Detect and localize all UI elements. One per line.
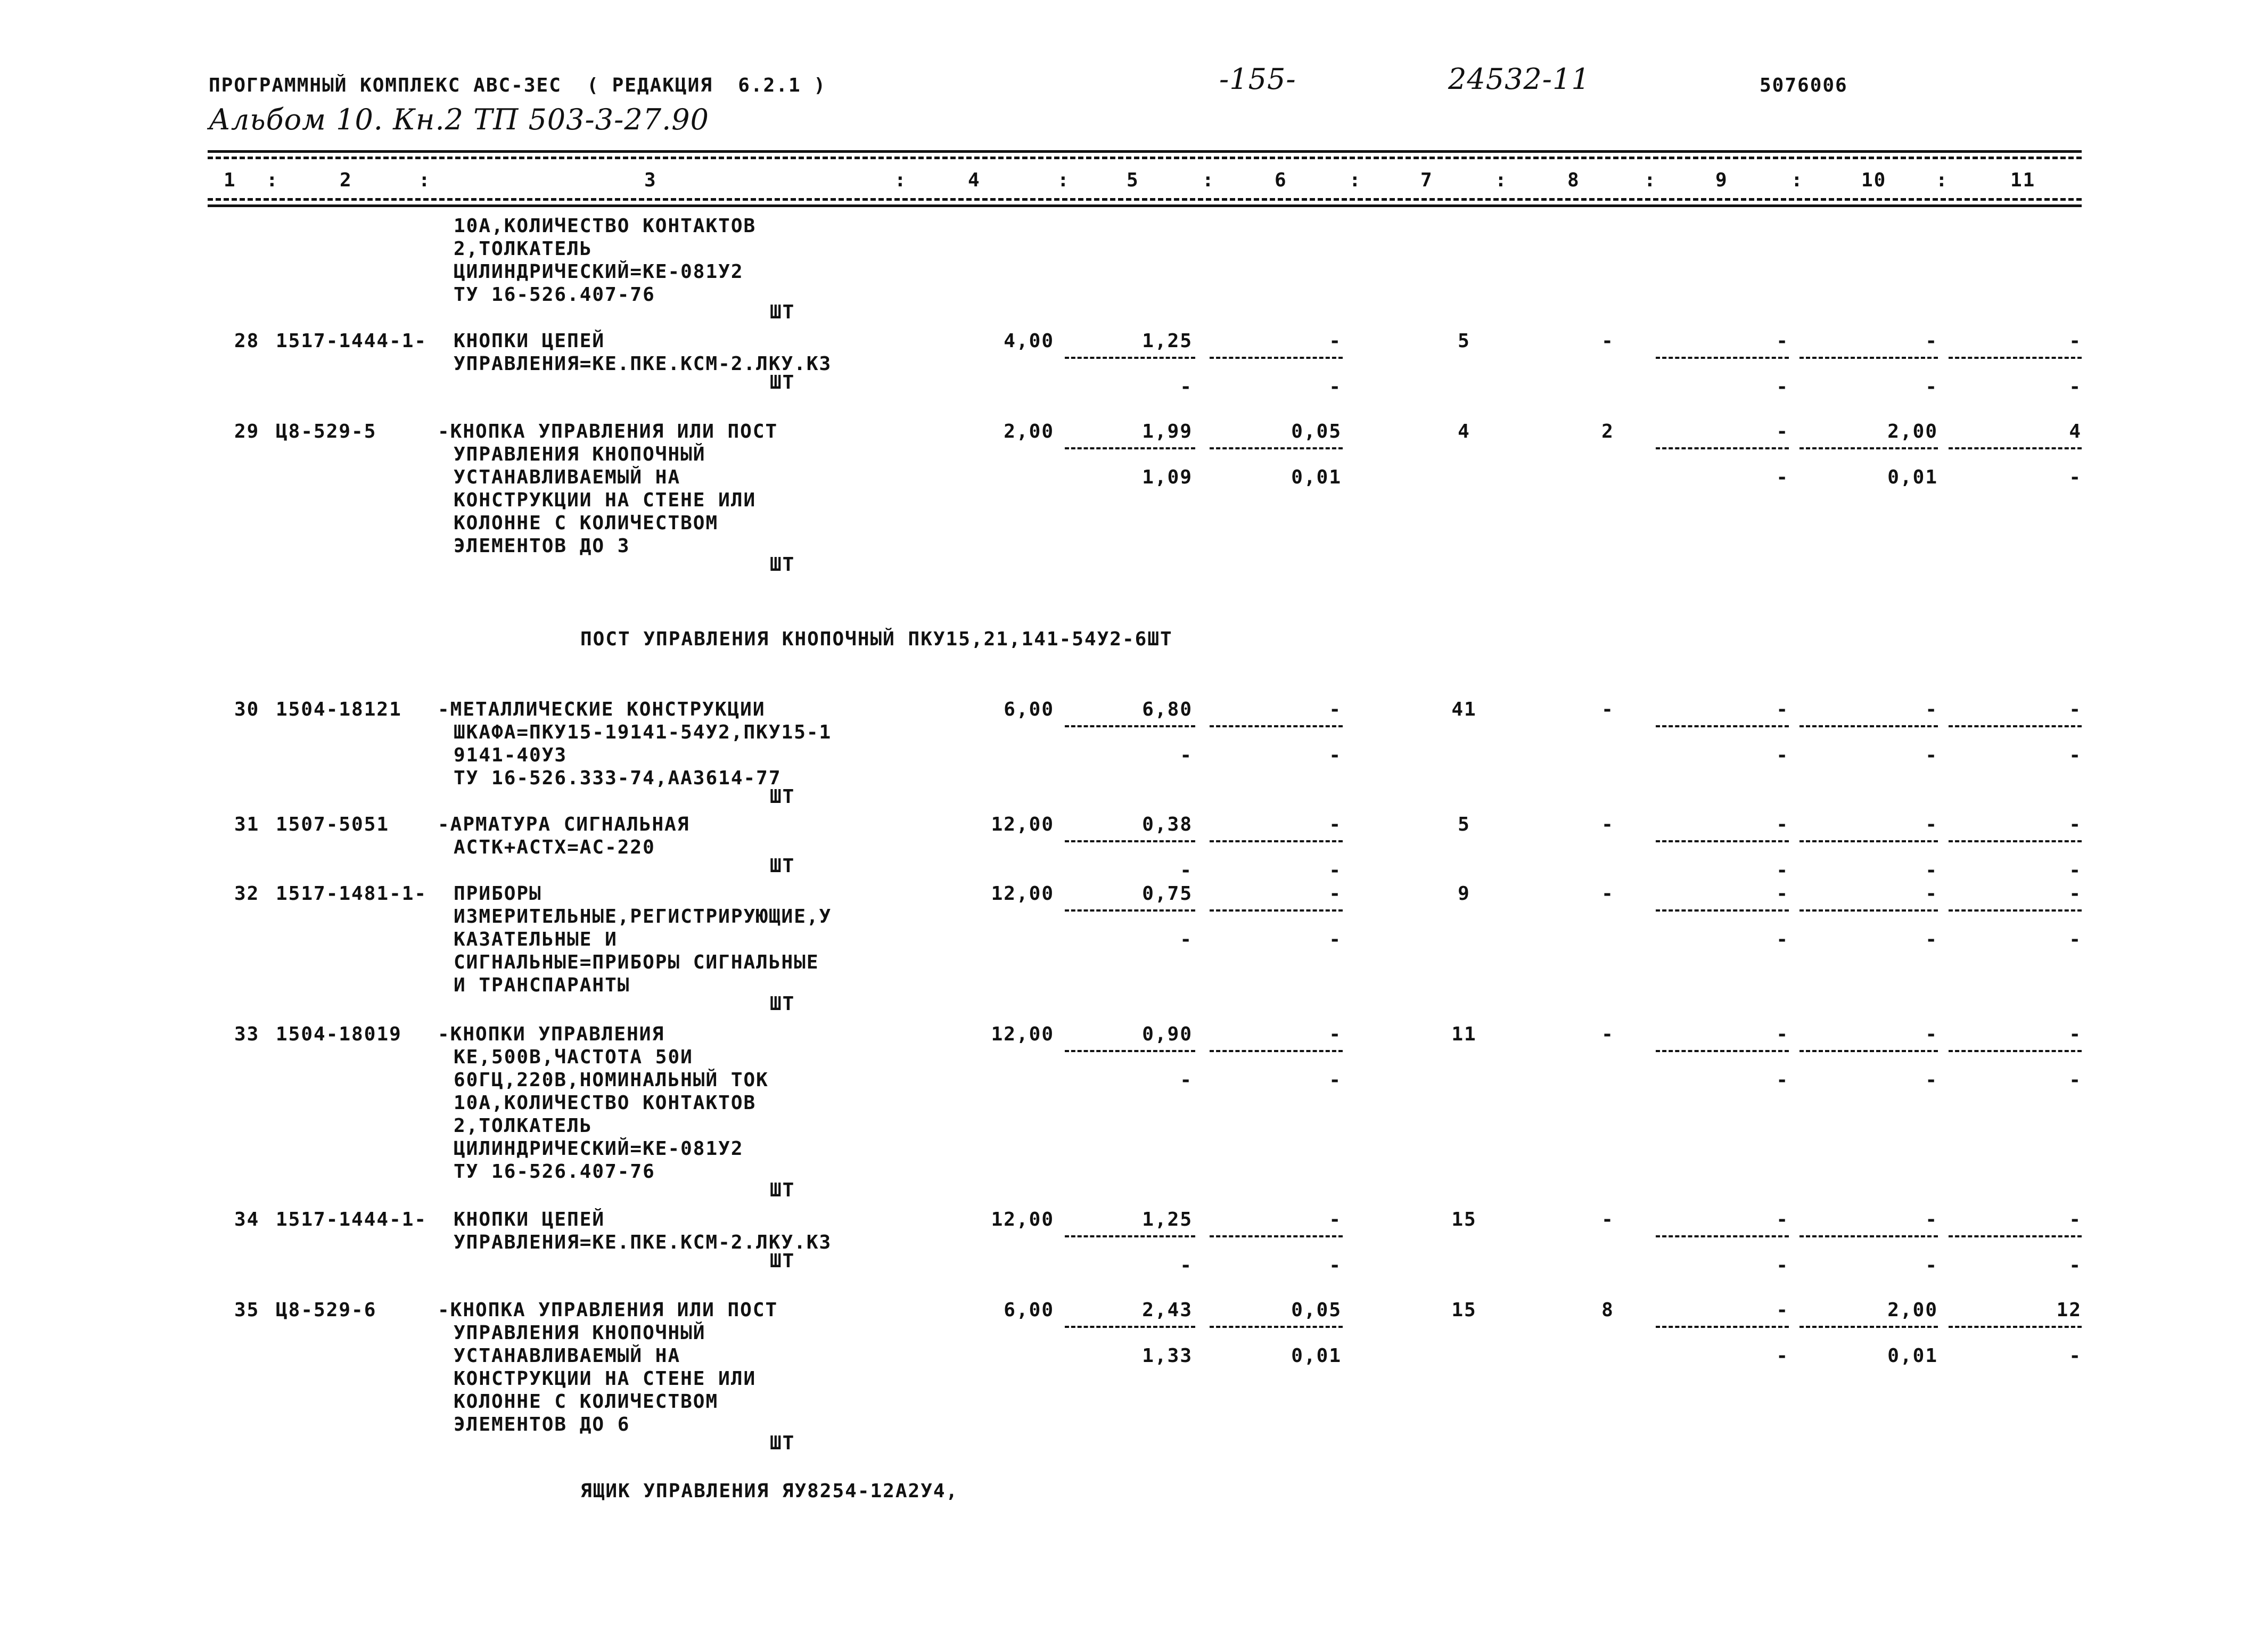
row-code: 1517-1444-1- <box>276 1209 428 1230</box>
row-code: 1504-18019 <box>276 1023 402 1045</box>
column-header-4: 4 <box>968 169 981 191</box>
fraction-rule <box>1656 909 1789 912</box>
row-value-9: - <box>1776 1209 1789 1230</box>
row-description-line: АСТК+АСТХ=АС-220 <box>454 836 655 858</box>
row-value-6: - <box>1329 1209 1342 1230</box>
row-value-5-lower: - <box>1180 744 1193 766</box>
fraction-rule <box>1065 1050 1195 1052</box>
row-value-5-lower: 1,09 <box>1142 466 1193 488</box>
row-value-4: 12,00 <box>991 1209 1054 1230</box>
column-separator: : <box>1349 169 1362 191</box>
row-value-10: - <box>1925 699 1938 720</box>
row-description-line: КОНСТРУКЦИИ НА СТЕНЕ ИЛИ <box>454 489 757 511</box>
row-value-11-lower: - <box>2069 1345 2082 1367</box>
fraction-rule <box>1949 1050 2082 1052</box>
row-value-9-lower: - <box>1776 466 1789 488</box>
row-description-line: ЦИЛИНДРИЧЕСКИЙ=КЕ-081У2 <box>454 1138 744 1160</box>
column-header-2: 2 <box>340 169 352 191</box>
column-header-7: 7 <box>1420 169 1433 191</box>
row-value-10: - <box>1925 883 1938 905</box>
fraction-rule <box>1949 357 2082 359</box>
row-description-line: -КНОПКА УПРАВЛЕНИЯ ИЛИ ПОСТ <box>438 421 778 442</box>
fraction-rule <box>1065 357 1195 359</box>
row-unit: ШТ <box>770 372 795 393</box>
row-description-line: -МЕТАЛЛИЧЕСКИЕ КОНСТРУКЦИИ <box>438 699 766 720</box>
fraction-rule <box>1799 447 1938 449</box>
header-bottom-rule <box>208 198 2082 201</box>
row-value-5: 0,38 <box>1142 814 1193 835</box>
row-description-line: УПРАВЛЕНИЯ=КЕ.ПКЕ.КСМ-2.ЛКУ.КЗ <box>454 1232 832 1253</box>
row-description-line: 60ГЦ,220В,НОМИНАЛЬНЫЙ ТОК <box>454 1069 769 1091</box>
row-value-7: 15 <box>1451 1299 1477 1321</box>
row-description-line: КОЛОННЕ С КОЛИЧЕСТВОМ <box>454 1391 719 1413</box>
fraction-rule <box>1799 909 1938 912</box>
row-value-5: 1,25 <box>1142 1209 1193 1230</box>
fraction-rule <box>1210 1050 1343 1052</box>
fraction-rule <box>1210 1235 1343 1237</box>
row-value-6-lower: - <box>1329 376 1342 398</box>
row-value-6-lower: - <box>1329 744 1342 766</box>
continuation-line: ЦИЛИНДРИЧЕСКИЙ=КЕ-081У2 <box>454 261 744 283</box>
row-value-6: 0,05 <box>1291 421 1342 442</box>
column-header-3: 3 <box>644 169 657 191</box>
row-value-9: - <box>1776 699 1789 720</box>
row-value-11: 4 <box>2069 421 2082 442</box>
row-value-5: 0,75 <box>1142 883 1193 905</box>
row-unit: ШТ <box>770 1179 795 1201</box>
row-value-8: - <box>1601 699 1614 720</box>
row-value-11: - <box>2069 883 2082 905</box>
row-value-6: - <box>1329 1023 1342 1045</box>
continuation-line: ТУ 16-526.407-76 <box>454 284 655 306</box>
row-unit: ШТ <box>770 993 795 1015</box>
row-value-7: 4 <box>1458 421 1470 442</box>
row-value-4: 6,00 <box>1004 1299 1054 1321</box>
row-value-6: - <box>1329 330 1342 352</box>
column-header-5: 5 <box>1127 169 1139 191</box>
row-value-11: - <box>2069 699 2082 720</box>
row-value-11: - <box>2069 330 2082 352</box>
row-value-4: 12,00 <box>991 883 1054 905</box>
unit-label: ШТ <box>770 301 795 323</box>
row-description-line: КНОПКИ ЦЕПЕЙ <box>454 1209 605 1230</box>
row-value-10-lower: 0,01 <box>1887 1345 1938 1367</box>
row-value-9: - <box>1776 814 1789 835</box>
section-heading: ПОСТ УПРАВЛЕНИЯ КНОПОЧНЫЙ ПКУ15,21,141-54У2-6ШТ <box>580 628 1173 650</box>
column-header-11: 11 <box>2010 169 2036 191</box>
row-value-5-lower: - <box>1180 929 1193 950</box>
row-value-10-lower: 0,01 <box>1887 466 1938 488</box>
fraction-rule <box>1210 1326 1343 1328</box>
fraction-rule <box>1799 1050 1938 1052</box>
fraction-rule <box>1799 1235 1938 1237</box>
row-description-line: 10А,КОЛИЧЕСТВО КОНТАКТОВ <box>454 1092 757 1114</box>
fraction-rule <box>1656 357 1789 359</box>
row-value-11-lower: - <box>2069 744 2082 766</box>
row-value-5: 1,25 <box>1142 330 1193 352</box>
continuation-line: 10А,КОЛИЧЕСТВО КОНТАКТОВ <box>454 215 757 237</box>
row-value-9-lower: - <box>1776 929 1789 950</box>
fraction-rule <box>1949 840 2082 842</box>
column-separator: : <box>266 169 279 191</box>
fraction-rule <box>1210 357 1343 359</box>
album-reference: Альбом 10. Кн.2 ТП 503-3-27.90 <box>209 103 709 136</box>
row-value-6-lower: - <box>1329 929 1342 950</box>
row-value-9-lower: - <box>1776 1345 1789 1367</box>
row-value-5: 6,80 <box>1142 699 1193 720</box>
row-value-5-lower: - <box>1180 859 1193 881</box>
row-value-4: 12,00 <box>991 814 1054 835</box>
row-description-line: УПРАВЛЕНИЯ КНОПОЧНЫЙ <box>454 1322 706 1344</box>
row-value-7: 5 <box>1458 814 1470 835</box>
fraction-rule <box>1656 1050 1789 1052</box>
row-code: 1504-18121 <box>276 699 402 720</box>
row-value-10: - <box>1925 1209 1938 1230</box>
row-value-11-lower: - <box>2069 929 2082 950</box>
row-description-line: 2,ТОЛКАТЕЛЬ <box>454 1115 593 1137</box>
column-header-10: 10 <box>1861 169 1887 191</box>
column-separator: : <box>1202 169 1215 191</box>
row-value-5: 1,99 <box>1142 421 1193 442</box>
row-value-5-lower: - <box>1180 1254 1193 1276</box>
row-value-6-lower: - <box>1329 1069 1342 1091</box>
row-number: 35 <box>234 1299 260 1321</box>
fraction-rule <box>1949 725 2082 727</box>
fraction-rule <box>1799 357 1938 359</box>
row-value-5-lower: - <box>1180 376 1193 398</box>
row-number: 32 <box>234 883 260 905</box>
row-description-line: ТУ 16-526.333-74,АА3614-77 <box>454 767 782 789</box>
row-description-line: -АРМАТУРА СИГНАЛЬНАЯ <box>438 814 690 835</box>
row-number: 33 <box>234 1023 260 1045</box>
header-top-rule <box>208 150 2082 153</box>
row-value-9: - <box>1776 1023 1789 1045</box>
row-value-6: - <box>1329 883 1342 905</box>
row-value-6-lower: - <box>1329 859 1342 881</box>
row-value-8: 8 <box>1601 1299 1614 1321</box>
fraction-rule <box>1799 840 1938 842</box>
fraction-rule <box>1210 447 1343 449</box>
document-number: 24532-11 <box>1448 62 1590 96</box>
row-code: Ц8-529-5 <box>276 421 377 442</box>
section-heading: ЯЩИК УПРАВЛЕНИЯ ЯУ8254-12А2У4, <box>580 1480 959 1502</box>
row-number: 28 <box>234 330 260 352</box>
row-value-7: 15 <box>1451 1209 1477 1230</box>
row-value-11-lower: - <box>2069 376 2082 398</box>
row-value-8: - <box>1601 330 1614 352</box>
row-description-line: -КНОПКА УПРАВЛЕНИЯ ИЛИ ПОСТ <box>438 1299 778 1321</box>
row-number: 34 <box>234 1209 260 1230</box>
row-value-6-lower: 0,01 <box>1291 466 1342 488</box>
row-description-line: ЭЛЕМЕНТОВ ДО 3 <box>454 535 630 557</box>
row-value-4: 12,00 <box>991 1023 1054 1045</box>
fraction-rule <box>1065 1235 1195 1237</box>
column-header-8: 8 <box>1567 169 1580 191</box>
row-value-4: 4,00 <box>1004 330 1054 352</box>
row-value-11: 12 <box>2056 1299 2082 1321</box>
fraction-rule <box>1065 909 1195 912</box>
column-separator: : <box>418 169 431 191</box>
row-value-11: - <box>2069 814 2082 835</box>
row-description-line: СИГНАЛЬНЫЕ=ПРИБОРЫ СИГНАЛЬНЫЕ <box>454 951 819 973</box>
row-value-7: 5 <box>1458 330 1470 352</box>
row-value-6: - <box>1329 699 1342 720</box>
row-value-5-lower: - <box>1180 1069 1193 1091</box>
row-unit: ШТ <box>770 855 795 877</box>
row-unit: ШТ <box>770 1250 795 1272</box>
row-value-8: - <box>1601 883 1614 905</box>
row-description-line: ИЗМЕРИТЕЛЬНЫЕ,РЕГИСТРИРУЮЩИЕ,У <box>454 906 832 928</box>
row-description-line: 9141-40У3 <box>454 744 568 766</box>
row-unit: ШТ <box>770 554 795 576</box>
row-unit: ШТ <box>770 786 795 808</box>
row-value-9-lower: - <box>1776 376 1789 398</box>
row-value-11-lower: - <box>2069 1254 2082 1276</box>
column-separator: : <box>1936 169 1949 191</box>
row-description-line: УПРАВЛЕНИЯ КНОПОЧНЫЙ <box>454 444 706 465</box>
row-code: 1507-5051 <box>276 814 390 835</box>
column-separator: : <box>1057 169 1070 191</box>
row-description-line: ТУ 16-526.407-76 <box>454 1161 655 1183</box>
row-value-9-lower: - <box>1776 744 1789 766</box>
row-value-9: - <box>1776 883 1789 905</box>
column-separator: : <box>1644 169 1657 191</box>
header-bottom-rule-2 <box>208 204 2082 207</box>
row-value-7: 11 <box>1451 1023 1477 1045</box>
row-number: 29 <box>234 421 260 442</box>
row-description-line: УПРАВЛЕНИЯ=КЕ.ПКЕ.КСМ-2.ЛКУ.КЗ <box>454 353 832 375</box>
row-value-10-lower: - <box>1925 1254 1938 1276</box>
page-number: -155- <box>1219 62 1296 96</box>
row-value-6: - <box>1329 814 1342 835</box>
column-separator: : <box>1791 169 1804 191</box>
row-description-line: УСТАНАВЛИВАЕМЫЙ НА <box>454 466 681 488</box>
fraction-rule <box>1210 840 1343 842</box>
program-title: ПРОГРАММНЫЙ КОМПЛЕКС АВС-ЗЕС ( РЕДАКЦИЯ 6.2.1 ) <box>209 75 827 96</box>
column-header-6: 6 <box>1275 169 1287 191</box>
fraction-rule <box>1949 1235 2082 1237</box>
row-value-9: - <box>1776 330 1789 352</box>
row-value-6-lower: 0,01 <box>1291 1345 1342 1367</box>
row-number: 30 <box>234 699 260 720</box>
row-value-9: - <box>1776 421 1789 442</box>
row-description-line: И ТРАНСПАРАНТЫ <box>454 974 630 996</box>
row-value-5: 2,43 <box>1142 1299 1193 1321</box>
row-number: 31 <box>234 814 260 835</box>
fraction-rule <box>1656 447 1789 449</box>
row-value-4: 2,00 <box>1004 421 1054 442</box>
row-value-10: - <box>1925 814 1938 835</box>
row-description-line: ПРИБОРЫ <box>454 883 542 905</box>
row-unit: ШТ <box>770 1432 795 1454</box>
row-code: 1517-1481-1- <box>276 883 428 905</box>
fraction-rule <box>1656 840 1789 842</box>
row-value-10-lower: - <box>1925 744 1938 766</box>
fraction-rule <box>1065 447 1195 449</box>
fraction-rule <box>1949 1326 2082 1328</box>
row-value-11-lower: - <box>2069 1069 2082 1091</box>
row-value-11: - <box>2069 1209 2082 1230</box>
row-value-10: - <box>1925 1023 1938 1045</box>
row-value-9-lower: - <box>1776 1069 1789 1091</box>
row-code: Ц8-529-6 <box>276 1299 377 1321</box>
row-value-6-lower: - <box>1329 1254 1342 1276</box>
fraction-rule <box>1949 447 2082 449</box>
fraction-rule <box>1656 1326 1789 1328</box>
continuation-line: 2,ТОЛКАТЕЛЬ <box>454 238 593 260</box>
row-value-5-lower: 1,33 <box>1142 1345 1193 1367</box>
fraction-rule <box>1656 1235 1789 1237</box>
row-description-line: ШКАФА=ПКУ15-19141-54У2,ПКУ15-1 <box>454 721 832 743</box>
row-value-11-lower: - <box>2069 859 2082 881</box>
row-description-line: КЕ,500В,ЧАСТОТА 50И <box>454 1046 693 1068</box>
row-value-10-lower: - <box>1925 1069 1938 1091</box>
row-value-10-lower: - <box>1925 929 1938 950</box>
column-header-1: 1 <box>224 169 236 191</box>
row-value-10-lower: - <box>1925 376 1938 398</box>
fraction-rule <box>1065 840 1195 842</box>
fraction-rule <box>1799 1326 1938 1328</box>
row-description-line: КНОПКИ ЦЕПЕЙ <box>454 330 605 352</box>
row-description-line: -КНОПКИ УПРАВЛЕНИЯ <box>438 1023 665 1045</box>
row-value-9-lower: - <box>1776 859 1789 881</box>
row-value-8: - <box>1601 1023 1614 1045</box>
row-description-line: КАЗАТЕЛЬНЫЕ И <box>454 929 618 950</box>
row-description-line: ЭЛЕМЕНТОВ ДО 6 <box>454 1414 630 1435</box>
row-value-5: 0,90 <box>1142 1023 1193 1045</box>
row-description-line: КОЛОННЕ С КОЛИЧЕСТВОМ <box>454 512 719 534</box>
fraction-rule <box>1949 909 2082 912</box>
document-code: 5076006 <box>1760 75 1848 96</box>
row-code: 1517-1444-1- <box>276 330 428 352</box>
fraction-rule <box>1065 725 1195 727</box>
row-value-10: 2,00 <box>1887 1299 1938 1321</box>
fraction-rule <box>1799 725 1938 727</box>
fraction-rule <box>1210 909 1343 912</box>
fraction-rule <box>1656 725 1789 727</box>
header-top-rule-2 <box>208 157 2082 159</box>
row-value-7: 9 <box>1458 883 1470 905</box>
row-value-11-lower: - <box>2069 466 2082 488</box>
row-value-10-lower: - <box>1925 859 1938 881</box>
row-value-9: - <box>1776 1299 1789 1321</box>
row-value-9-lower: - <box>1776 1254 1789 1276</box>
fraction-rule <box>1210 725 1343 727</box>
row-value-8: 2 <box>1601 421 1614 442</box>
row-value-11: - <box>2069 1023 2082 1045</box>
row-value-10: 2,00 <box>1887 421 1938 442</box>
row-description-line: КОНСТРУКЦИИ НА СТЕНЕ ИЛИ <box>454 1368 757 1390</box>
row-value-8: - <box>1601 1209 1614 1230</box>
fraction-rule <box>1065 1326 1195 1328</box>
row-value-6: 0,05 <box>1291 1299 1342 1321</box>
row-value-10: - <box>1925 330 1938 352</box>
row-description-line: УСТАНАВЛИВАЕМЫЙ НА <box>454 1345 681 1367</box>
row-value-8: - <box>1601 814 1614 835</box>
column-separator: : <box>894 169 907 191</box>
column-separator: : <box>1495 169 1508 191</box>
row-value-7: 41 <box>1451 699 1477 720</box>
row-value-4: 6,00 <box>1004 699 1054 720</box>
column-header-9: 9 <box>1715 169 1728 191</box>
